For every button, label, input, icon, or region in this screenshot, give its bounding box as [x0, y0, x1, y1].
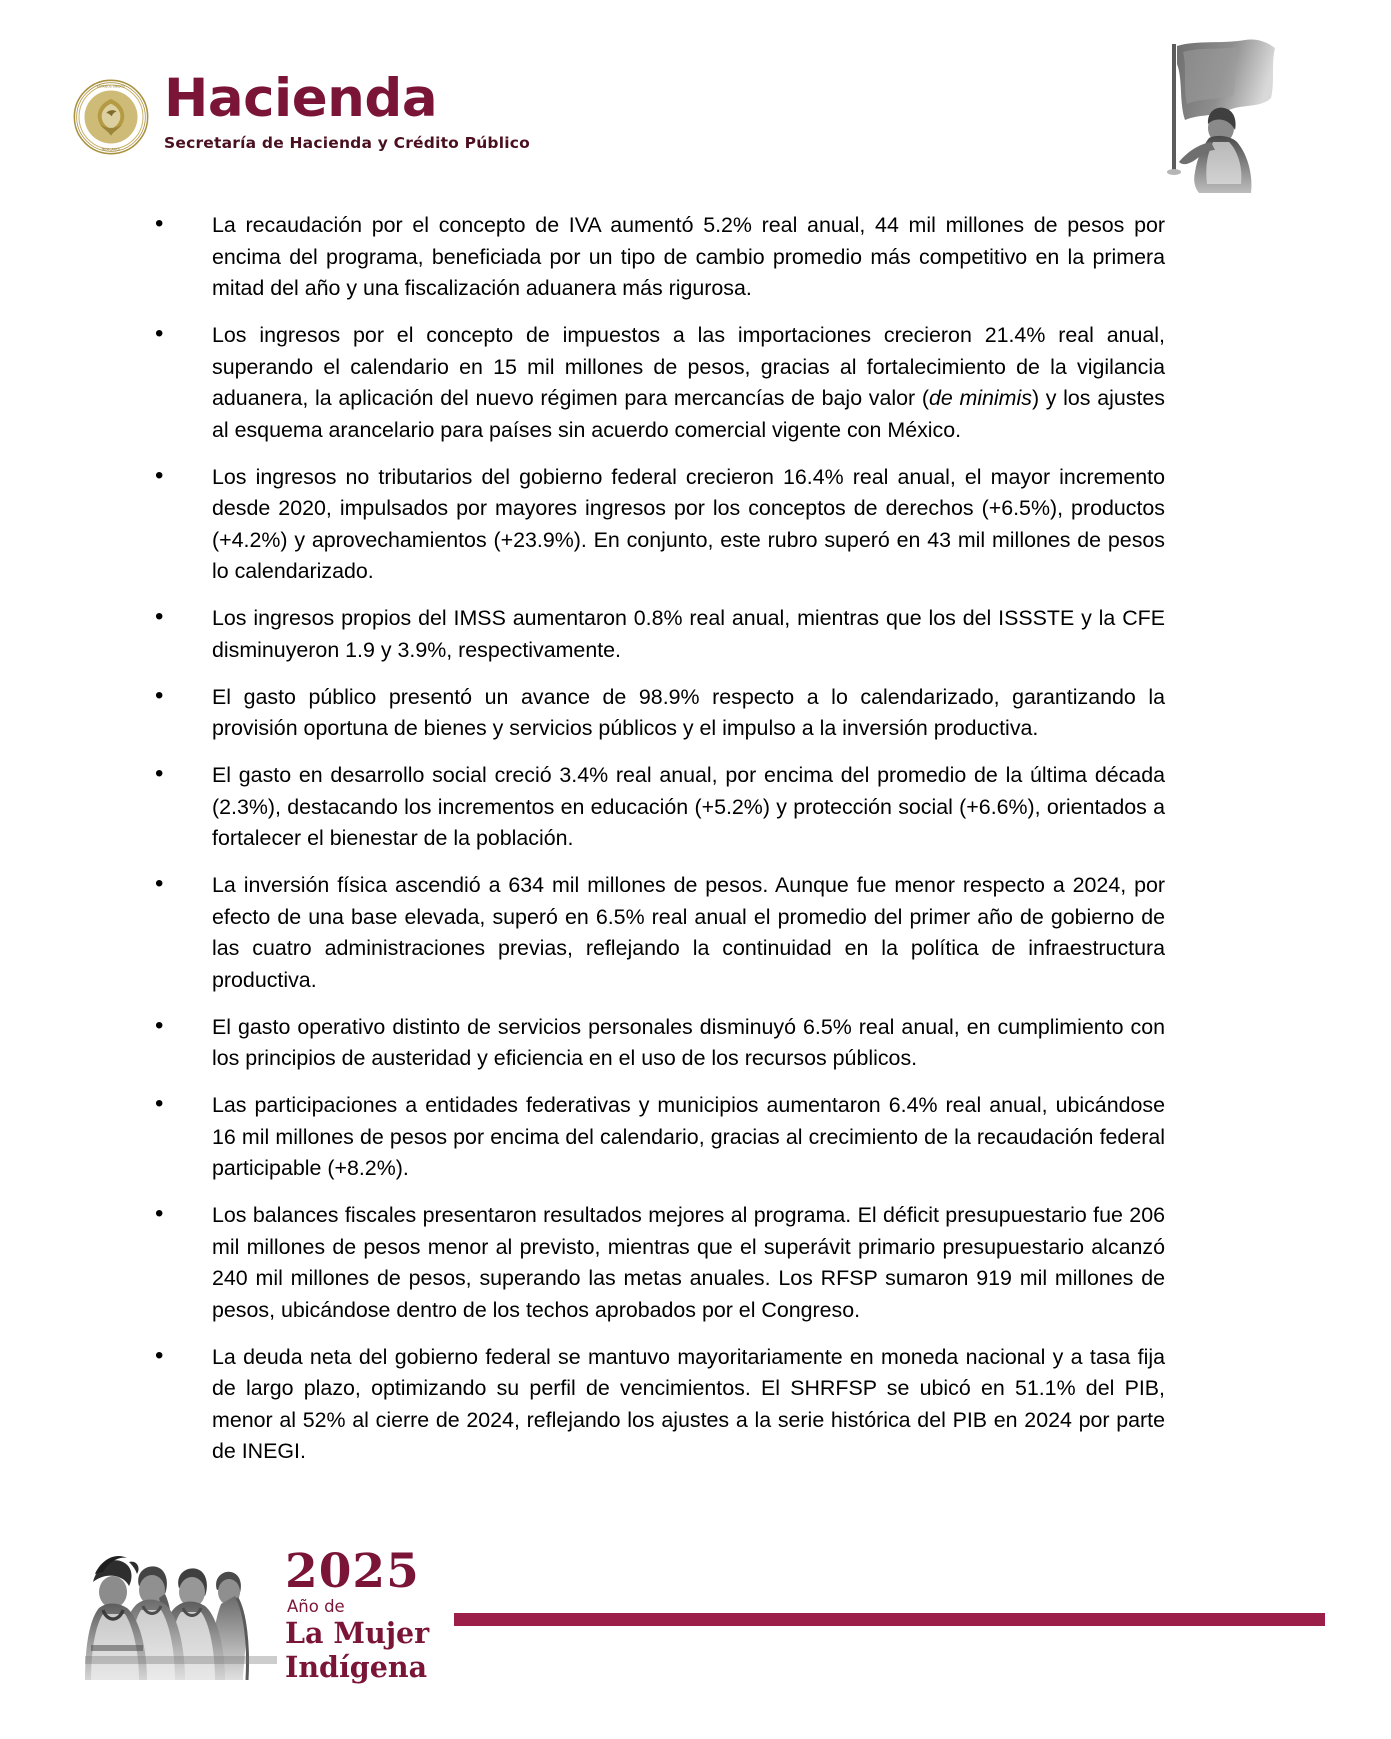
page-header: [0, 0, 1391, 205]
bullet-item-inversion-fisica: • La inversión física ascendió a 634 mil millones de pesos. Aunque fue menor respecto a 2024, por efecto de una base elevada, superó en 6.5% real anual el promedio del primer año de gobierno de las cuatro administraciones previas, reflejando la continuidad en la política de infraestructura productiva.: [155, 870, 1165, 996]
bullet-item-balances-fiscales: • Los balances fiscales presentaron resultados mejores al programa. El déficit presupuestario fue 206 mil millones de pesos menor al previsto, mientras que el superávit primario presupuestario alcanzó 240 mil millones de pesos, superando las metas anuales. Los RFSP sumaron 919 mil millones de pesos, ubicándose dentro de los techos aprobados por el Congreso.: [155, 1200, 1165, 1326]
bullet-item-desarrollo-social: • El gasto en desarrollo social creció 3.4% real anual, por encima del promedio de la última década (2.3%), destacando los incrementos en educación (+5.2%) y protección social (+6.6%), orientados a fortalecer el bienestar de la población.: [155, 760, 1165, 855]
bullet-item-gasto-publico: • El gasto público presentó un avance de 98.9% respecto a lo calendarizado, garantizando la provisión oportuna de bienes y servicios públicos y el impulso a la inversión productiva.: [155, 682, 1165, 745]
footer-year: 2025: [285, 1544, 420, 1600]
bullet-item-importaciones: • Los ingresos por el concepto de impuestos a las importaciones crecieron 21.4% real anual, superando el calendario en 15 mil millones de pesos, gracias al fortalecimiento de la vigilancia aduanera, la aplicación del nuevo régimen para mercancías de bajo valor (de minimis) y los ajustes al esquema arancelario para países sin acuerdo comercial vigente con México.: [155, 320, 1165, 446]
bullet-item-deuda-neta: • La deuda neta del gobierno federal se mantuvo mayoritariamente en moneda nacional y a tasa fija de largo plazo, optimizando su perfil de vencimientos. El SHRFSP se ubicó en 51.1% del PIB, menor al 52% al cierre de 2024, reflejando los ajustes a la serie histórica del PIB en 2024 por parte de INEGI.: [155, 1342, 1165, 1468]
footer-accent-rule: [454, 1613, 1325, 1626]
svg-text:MEXICANOS: MEXICANOS: [101, 147, 121, 152]
brand-subtitle: Secretaría de Hacienda y Crédito Público: [164, 134, 530, 152]
brand-text-group: [164, 68, 530, 152]
svg-text:ESTADOS UNIDOS: ESTADOS UNIDOS: [97, 84, 125, 89]
fiscal-results-bullet-list: [155, 210, 1165, 1468]
footer-lockup: [85, 1544, 1325, 1685]
brand-title: Hacienda: [164, 68, 438, 129]
mexican-coat-of-arms-icon: [72, 78, 150, 156]
footer-anio-de-label: Año de: [287, 1597, 345, 1617]
bullet-item-gasto-operativo: • El gasto operativo distinto de servicios personales disminuyó 6.5% real anual, en cumplimiento con los principios de austeridad y eficiencia en el uso de los recursos públicos.: [155, 1012, 1165, 1075]
document-body: [0, 210, 1391, 1483]
footer-campaign-line2: Indígena: [285, 1650, 428, 1685]
bullet-item-imss-issste-cfe: • Los ingresos propios del IMSS aumentaron 0.8% real anual, mientras que los del ISSSTE y la CFE disminuyeron 1.9 y 3.9%, respectivamente.: [155, 603, 1165, 666]
hacienda-brand-lockup: [72, 68, 530, 156]
year-campaign-lockup: [285, 1544, 430, 1685]
bullet-item-iva: • La recaudación por el concepto de IVA aumentó 5.2% real anual, 44 mil millones de pesos por encima del programa, beneficiada por un tipo de cambio promedio más competitivo en la primera mitad del año y una fiscalización aduanera más rigurosa.: [155, 210, 1165, 305]
bullet-item-participaciones: • Las participaciones a entidades federativas y municipios aumentaron 6.4% real anual, ubicándose 16 mil millones de pesos por encima del calendario, gracias al crecimiento de la recaudación federal participable (+8.2%).: [155, 1090, 1165, 1185]
page-footer: [0, 1524, 1391, 1739]
footer-campaign-line1: La Mujer: [285, 1616, 430, 1651]
woman-with-mexican-flag-illustration: [1125, 38, 1283, 193]
indigenous-women-illustration: [85, 1552, 277, 1680]
bullet-item-no-tributarios: • Los ingresos no tributarios del gobierno federal crecieron 16.4% real anual, el mayor incremento desde 2020, impulsados por mayores ingresos por los conceptos de derechos (+6.5%), productos (+4.2%) y aprovechamientos (+23.9%). En conjunto, este rubro superó en 43 mil millones de pesos lo calendarizado.: [155, 462, 1165, 588]
